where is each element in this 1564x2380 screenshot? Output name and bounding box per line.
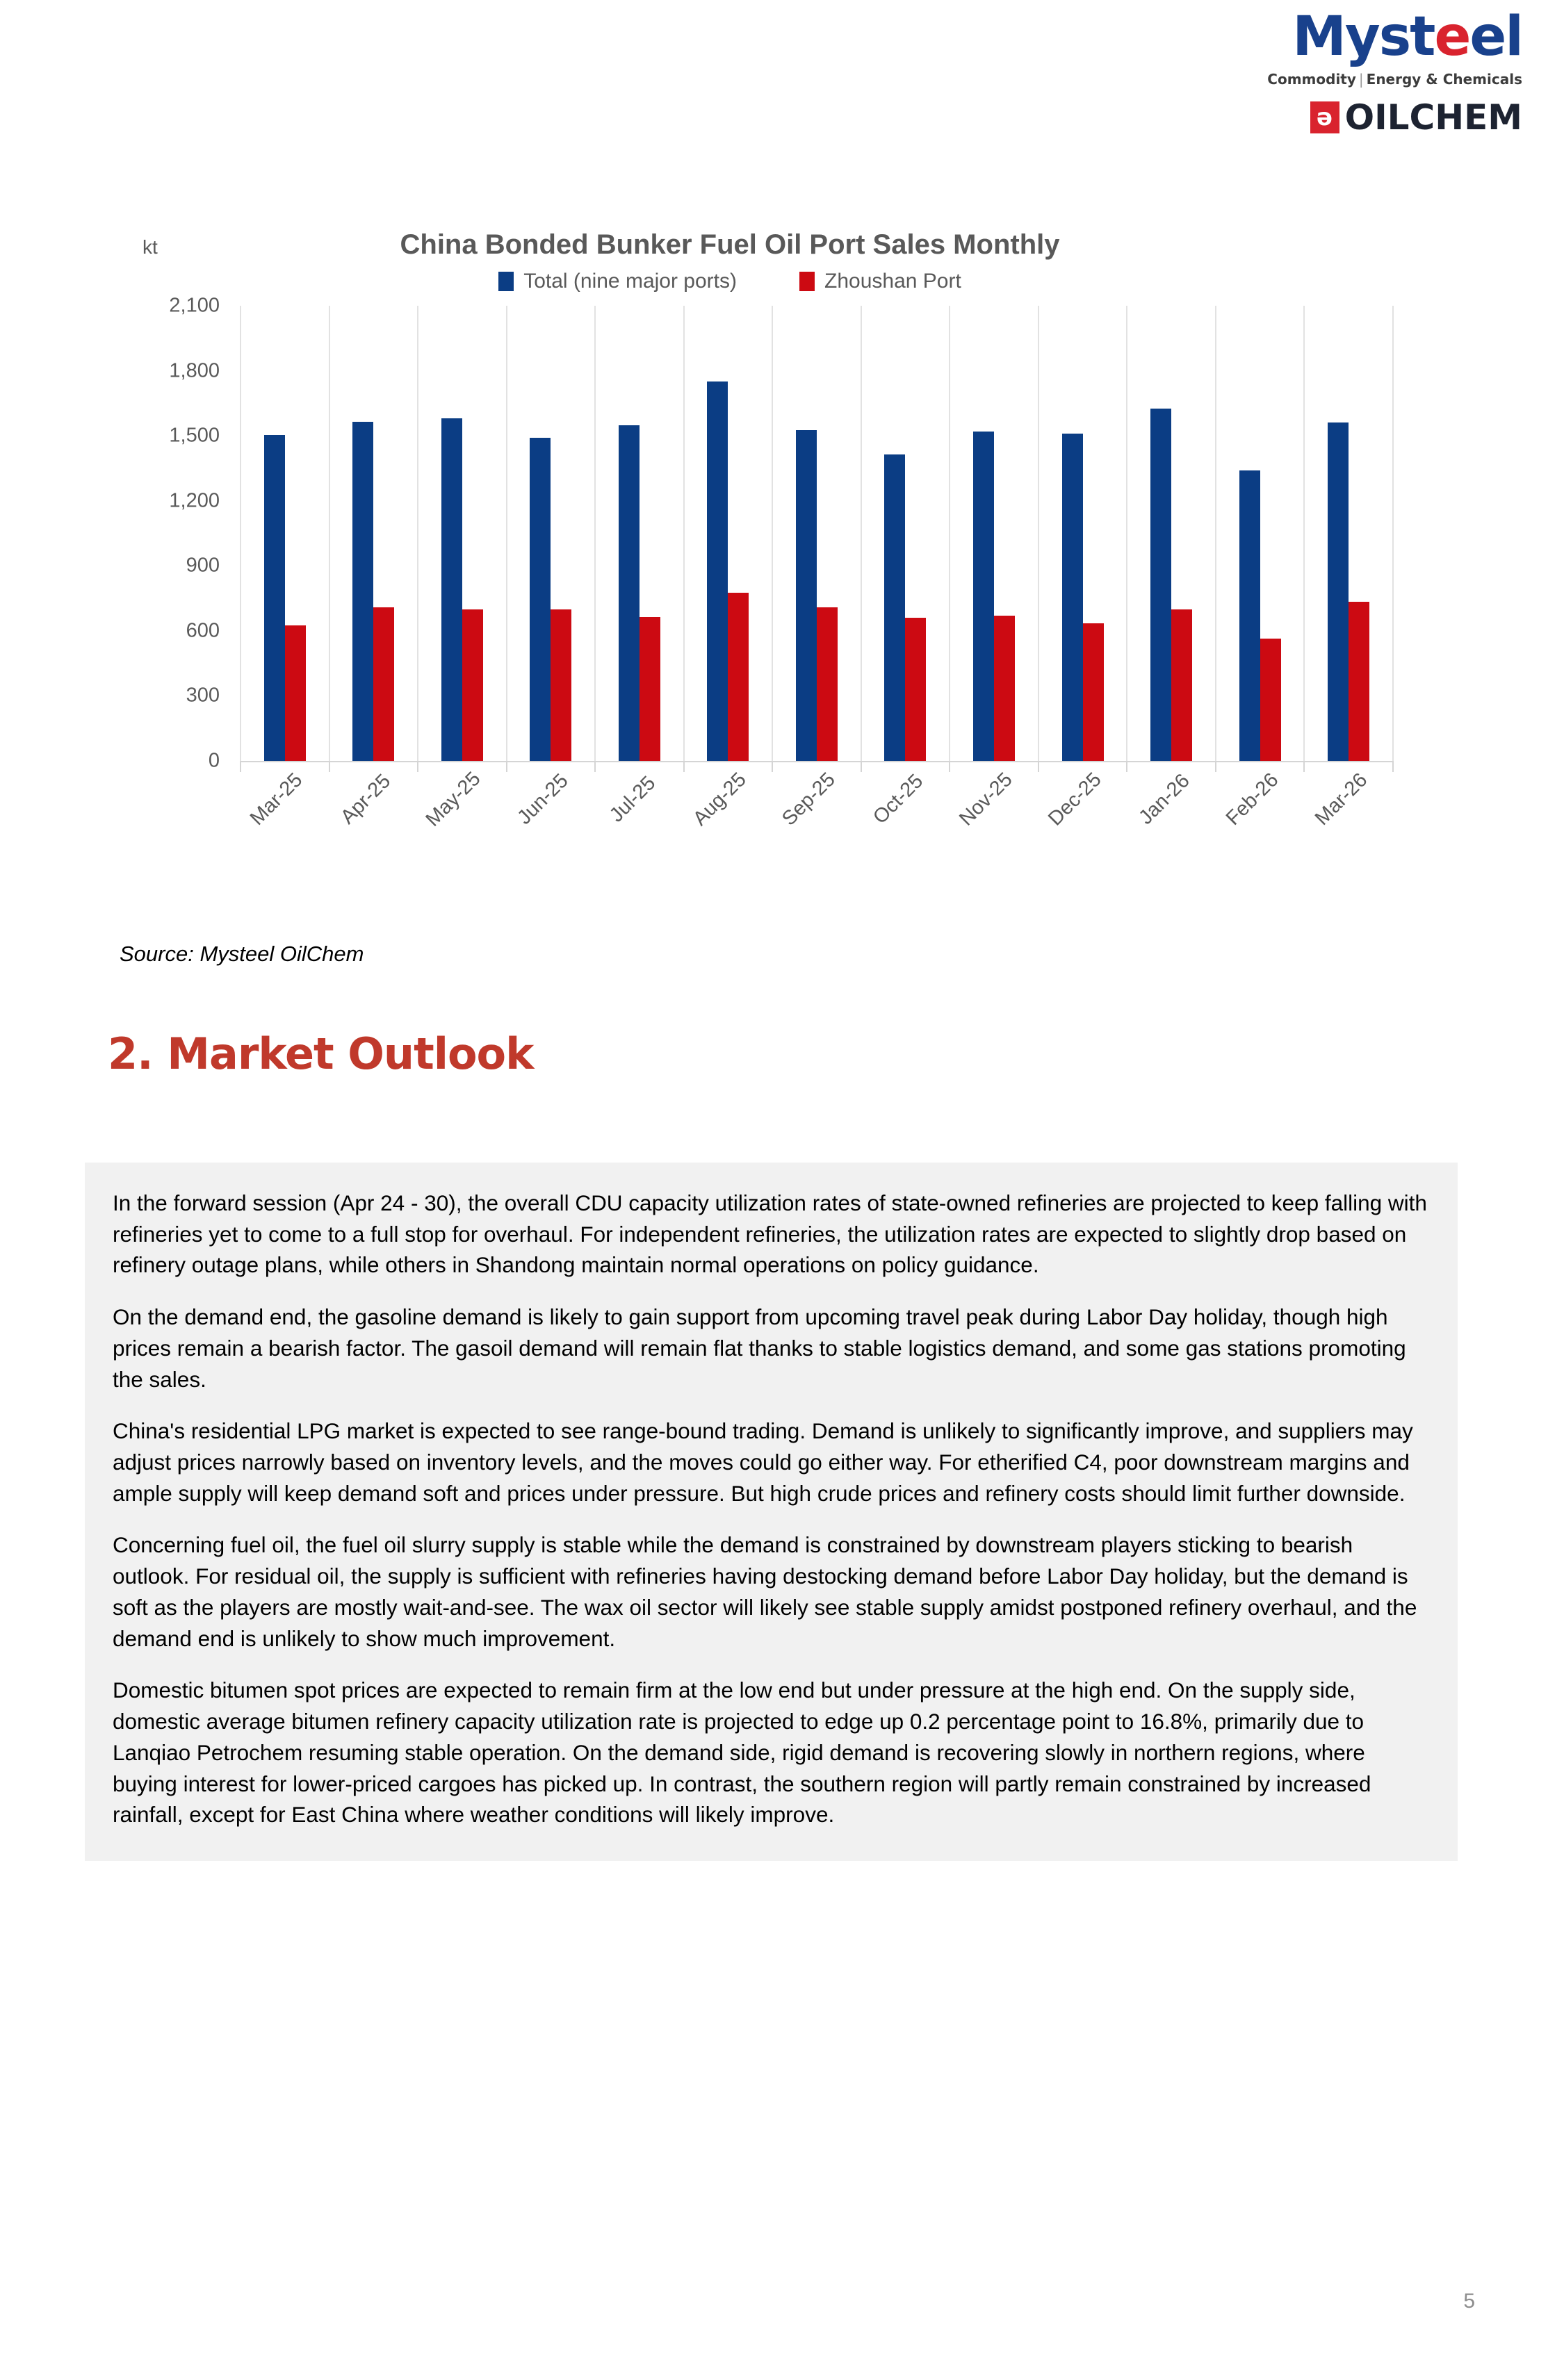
chart-bar-group (862, 306, 951, 761)
bar-total (1239, 470, 1260, 761)
x-axis-tickmark (1303, 761, 1305, 772)
outlook-paragraph: China's residential LPG market is expected to see range-bound trading. Demand is unlikely to significantly improve, and suppliers may adjust prices narrowly based on inventory levels, and the moves could go either way. For etherified C4, poor downstream margins and ample supply will keep demand soft and prices under pressure. But high crude prices and refinery costs should limit further downside. (113, 1418, 1413, 1506)
x-axis-tickmark (417, 761, 418, 772)
x-axis-tickmark (506, 761, 507, 772)
outlook-paragraph: On the demand end, the gasoline demand is likely to gain support from upcoming travel peak during Labor Day holiday, though high prices remain a bearish factor. The gasoil demand will remain flat thanks to stable logistics demand, and some gas stations promoting the sales. (113, 1304, 1406, 1392)
x-axis-label: Dec-25 (1044, 768, 1106, 830)
legend-item-zhoushan (799, 270, 961, 293)
x-axis-tickmark (594, 761, 596, 772)
x-axis-label: Sep-25 (778, 768, 840, 830)
outlook-paragraph: Concerning fuel oil, the fuel oil slurry supply is stable while the demand is constrained by downstream players sticking to bearish outlook. For residual oil, the supply is sufficient with refineries having destocking demand before Labor Day holiday, but the demand is soft as the players are mostly wait-and-see. The wax oil sector will likely see stable supply amidst postponed refinery overhaul, and the demand end is unlikely to show much improvement. (113, 1532, 1417, 1651)
outlook-paragraph: Domestic bitumen spot prices are expected to remain firm at the low end but under pressure at the high end. On the supply side, domestic average bitumen refinery capacity utilization rate is projected to edge up 0.2 percentage point to 16.8%, primarily due to Lanqiao Petrochem resuming stable operation. On the demand side, rigid demand is recovering slowly in northern regions, where buying interest for lower-priced cargoes has picked up. In contrast, the southern region will partly remain constrained by increased rainfall, except for East China where weather conditions will likely improve. (113, 1677, 1371, 1828)
brand-tagline (1223, 71, 1522, 88)
x-axis-label-cell (240, 769, 329, 877)
chart-plot-area (104, 294, 1460, 831)
x-axis-tickmark (1038, 761, 1039, 772)
x-axis-label-cell (683, 768, 772, 877)
x-axis-label-cell (595, 773, 684, 877)
x-axis-label-cell (417, 767, 506, 877)
chart-source-note: Source: Mysteel OilChem (120, 942, 364, 966)
y-axis-tick: 600 (186, 619, 220, 642)
tagline-energy-chemicals: Energy & Chemicals (1366, 71, 1522, 88)
mysteel-wordmark-accent-e: e (1434, 6, 1470, 68)
x-axis-label: Mar-26 (1310, 769, 1372, 830)
x-axis-label: Nov-25 (955, 768, 1018, 830)
x-axis-label-cell (950, 768, 1039, 877)
mysteel-wordmark (1223, 6, 1522, 68)
y-axis-tick: 300 (186, 684, 220, 707)
chart-bar-group (596, 306, 685, 761)
y-axis-tick: 2,100 (169, 294, 220, 317)
chart-title: China Bonded Bunker Fuel Oil Port Sales Monthly (400, 229, 1060, 260)
bar-zhoushan (285, 625, 306, 761)
chart-bar-group (418, 306, 507, 761)
bar-total (707, 381, 728, 761)
chart-bar-group (507, 306, 596, 761)
chart-bar-group (773, 306, 862, 761)
chart-bar-group (330, 306, 419, 761)
bar-zhoushan (462, 609, 483, 761)
x-axis-tickmark (1215, 761, 1216, 772)
bunker-fuel-sales-chart (104, 229, 1460, 876)
chart-x-axis (240, 767, 1394, 877)
chart-bar-group (1039, 306, 1128, 761)
x-axis-label: Feb-26 (1222, 769, 1283, 830)
y-axis-tick: 1,200 (169, 489, 220, 512)
section-heading-market-outlook: 2. Market Outlook (108, 1028, 534, 1079)
chart-bar-group (685, 306, 774, 761)
chart-bar-group (1216, 306, 1305, 761)
page-number: 5 (1463, 2290, 1475, 2313)
y-axis-tick: 0 (208, 749, 220, 772)
oilchem-mark-icon: ə (1310, 101, 1339, 133)
tagline-commodity: Commodity (1267, 71, 1356, 88)
bar-total (441, 418, 462, 761)
mysteel-wordmark-part2: el (1469, 6, 1522, 68)
bar-total (1062, 434, 1083, 761)
bar-zhoushan (994, 616, 1015, 761)
y-axis-tick: 1,800 (169, 359, 220, 382)
x-axis-tickmark (949, 761, 950, 772)
x-axis-tickmark (861, 761, 862, 772)
chart-bar-group (240, 306, 330, 761)
x-axis-label: Jan-26 (1134, 769, 1194, 829)
bar-total (1150, 409, 1171, 761)
bar-total (973, 432, 994, 761)
chart-bar-group (950, 306, 1039, 761)
x-axis-label-cell (1038, 768, 1127, 877)
bar-zhoushan (640, 617, 660, 761)
bar-zhoushan (373, 607, 394, 761)
x-axis-tickmark (683, 761, 685, 772)
bar-total (352, 422, 373, 761)
bar-zhoushan (905, 618, 926, 761)
bar-total (619, 425, 640, 761)
x-axis-label: Mar-25 (245, 769, 307, 830)
x-axis-label-cell (506, 769, 595, 877)
bar-total (796, 430, 817, 761)
bar-total (264, 435, 285, 761)
bar-zhoushan (551, 609, 571, 761)
y-axis-tick: 900 (186, 554, 220, 577)
x-axis-label: Aug-25 (689, 768, 751, 830)
bar-zhoushan (1083, 623, 1104, 761)
market-outlook-body (85, 1163, 1458, 1861)
x-axis-label-cell (1127, 769, 1216, 877)
bar-total (530, 438, 551, 761)
x-axis-label: May-25 (421, 767, 485, 831)
chart-bar-group (1127, 306, 1216, 761)
legend-label-zhoushan: Zhoushan Port (824, 270, 961, 293)
x-axis-label-cell (1216, 769, 1305, 877)
chart-bar-group (1305, 306, 1394, 761)
mysteel-wordmark-part1: Myst (1292, 6, 1435, 68)
x-axis-tickmark (1126, 761, 1127, 772)
bar-total (884, 454, 905, 761)
x-axis-tickmark (329, 761, 330, 772)
x-axis-label-cell (861, 770, 950, 877)
x-axis-label: Jun-25 (513, 769, 573, 829)
chart-unit-label: kt (142, 236, 158, 258)
bar-zhoushan (817, 607, 838, 761)
bar-zhoushan (1260, 639, 1281, 761)
chart-legend (104, 270, 1355, 293)
y-axis-tick: 1,500 (169, 424, 220, 447)
x-axis-label-cell (329, 770, 418, 877)
chart-bars-container (240, 306, 1394, 762)
outlook-paragraph: In the forward session (Apr 24 - 30), the overall CDU capacity utilization rates of state-owned refineries are projected to keep falling with refineries yet to come to a full stop for overhaul. For independent refineries, the utilization rates are expected to slightly drop based on refinery outage plans, while others in Shandong maintain normal operations on policy guidance. (113, 1190, 1427, 1278)
bar-zhoushan (728, 593, 749, 761)
tagline-separator: | (1358, 71, 1364, 88)
chart-y-axis (104, 294, 229, 772)
brand-logo-block (1223, 6, 1522, 138)
x-axis-label-cell (1305, 769, 1394, 877)
x-axis-tickmark (240, 761, 241, 772)
x-axis-tickmark (1392, 761, 1394, 772)
legend-swatch-zhoushan-icon (799, 272, 815, 291)
x-axis-label: Oct-25 (868, 770, 927, 829)
legend-item-total (498, 270, 737, 293)
x-axis-label: Jul-25 (605, 771, 660, 827)
oilchem-logo (1223, 97, 1522, 138)
x-axis-tickmark (772, 761, 773, 772)
x-axis-label-cell (772, 768, 861, 877)
oilchem-wordmark: OILCHEM (1344, 97, 1522, 138)
bar-zhoushan (1349, 602, 1369, 761)
legend-label-total: Total (nine major ports) (523, 270, 737, 293)
legend-swatch-total-icon (498, 272, 514, 291)
x-axis-label: Apr-25 (336, 770, 395, 829)
bar-zhoushan (1171, 609, 1192, 761)
bar-total (1328, 422, 1349, 761)
